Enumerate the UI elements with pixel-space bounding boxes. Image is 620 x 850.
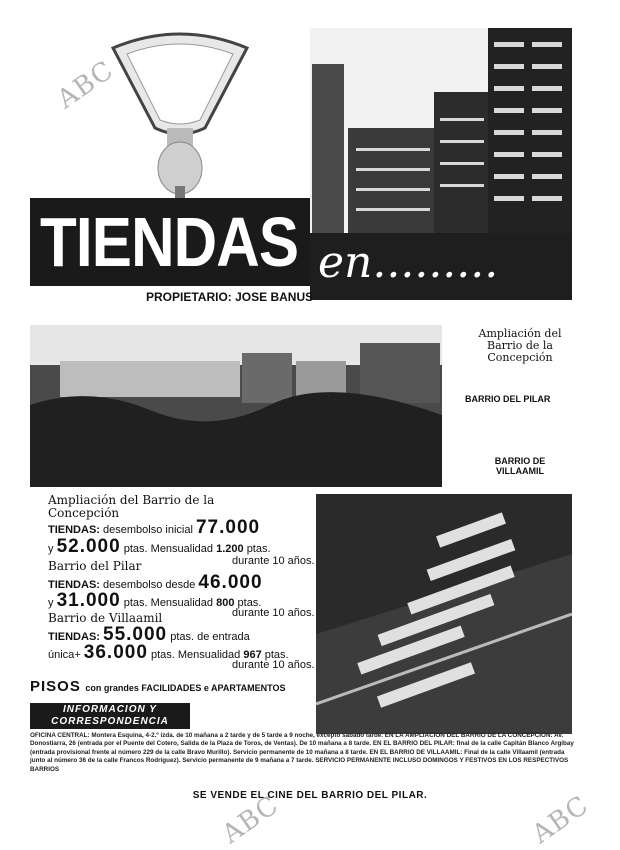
amount-initial: 55.000 — [103, 624, 168, 645]
cine-notice: SE VENDE EL CINE DEL BARRIO DEL PILAR. — [192, 790, 428, 801]
offer-label: TIENDAS: — [48, 524, 100, 536]
amount-monthly: 800 — [216, 597, 235, 609]
offer-villaamil-title: Barrio de Villaamil — [48, 611, 163, 625]
aerial-photo — [316, 494, 572, 734]
office-hours-text: OFICINA CENTRAL: Montera Esquina, 4-2.º izda. de 10 mañana a 2 tarde y de 5 tarde a 9 noche, excepto sábado tarde. EN LA AMPLIACION DEL BARRIO DE LA CONCEPCION: Av. Donostiarra, 26 (entrada por el Puente del Cotero, Salida de la Plaza de Toros, de Ventas). De 10 mañana a 8 tarde. EN EL BARRIO DEL PILAR: final de la calle Capitán Blanco Argibay (entrada provisional frente al número 229 de la calle Bravo Murillo). Servicio permanente de 10 mañana a 8 tarde. EN EL BARRIO DE VILLAAMIL: Final de la calle Villaamil (entrada junto al número 36 de la calle Francos Rodríguez). Servicio permanente de 9 mañana a 7 tarde. SERVICIO PERMANENTE INCLUSO DOMINGOS Y FESTIVOS EN LOS RESPECTIVOS BARRIOS — [30, 732, 574, 773]
offer-label: TIENDAS: — [48, 631, 100, 643]
service-line: SERVICIO PERMANENTE INCLUSO DOMINGOS Y FESTIVOS EN LOS RESPECTIVOS BARRIOS — [30, 757, 569, 773]
amount-deferred: 52.000 — [56, 536, 121, 557]
watermark: ABC — [51, 55, 120, 115]
lamp-illustration — [105, 28, 255, 198]
amount-initial: 77.000 — [195, 517, 261, 538]
owner-line: PROPIETARIO: JOSE BANUS — [146, 290, 314, 304]
amount-monthly: 1.200 — [216, 543, 244, 555]
list-item-concepcion: Ampliación del Barrio de la Concepción — [478, 327, 562, 364]
offer-pilar-term: durante 10 años. — [232, 607, 315, 619]
pisos-text: con grandes FACILIDADES e APARTAMENTOS — [85, 683, 286, 693]
pisos-bar — [30, 678, 310, 693]
offer-pilar-title: Barrio del Pilar — [48, 559, 142, 573]
offer-concepcion-line1: TIENDAS: desembolso inicial 77.000 — [48, 517, 261, 538]
pisos-label: PISOS — [30, 678, 81, 695]
watermark: ABC — [526, 790, 595, 850]
list-item-pilar: BARRIO DEL PILAR — [465, 394, 551, 404]
offer-pilar-line1: TIENDAS: desembolso desde 46.000 — [48, 572, 263, 593]
offer-concepcion-term: durante 10 años. — [232, 555, 315, 567]
offer-villaamil-term: durante 10 años. — [232, 659, 315, 671]
amount-deferred: 31.000 — [56, 590, 121, 611]
info-banner: INFORMACION Y CORRESPONDENCIA — [30, 703, 190, 729]
amount-deferred: 36.000 — [83, 642, 148, 663]
watermark: ABC — [216, 790, 285, 850]
offer-villaamil-line2: única+ 36.000 ptas. Mensualidad 967 ptas. — [48, 642, 289, 663]
offer-label: TIENDAS: — [48, 579, 100, 591]
offer-concepcion-line2: y 52.000 ptas. Mensualidad 1.200 ptas. — [48, 536, 271, 557]
amount-monthly: 967 — [243, 649, 262, 661]
offer-villaamil-line1: TIENDAS: 55.000 ptas. de entrada — [48, 624, 250, 645]
offer-pilar-line2: y 31.000 ptas. Mensualidad 800 ptas. — [48, 590, 262, 611]
headline-title: TIENDAS — [40, 203, 299, 281]
amount-initial: 46.000 — [198, 572, 263, 593]
headline-subtitle: en......... — [318, 237, 499, 288]
barrio-photo — [30, 325, 442, 487]
offer-concepcion-title: Ampliación del Barrio de la Concepción — [48, 493, 215, 520]
list-item-villaamil: BARRIO DE VILLAAMIL — [494, 456, 546, 476]
